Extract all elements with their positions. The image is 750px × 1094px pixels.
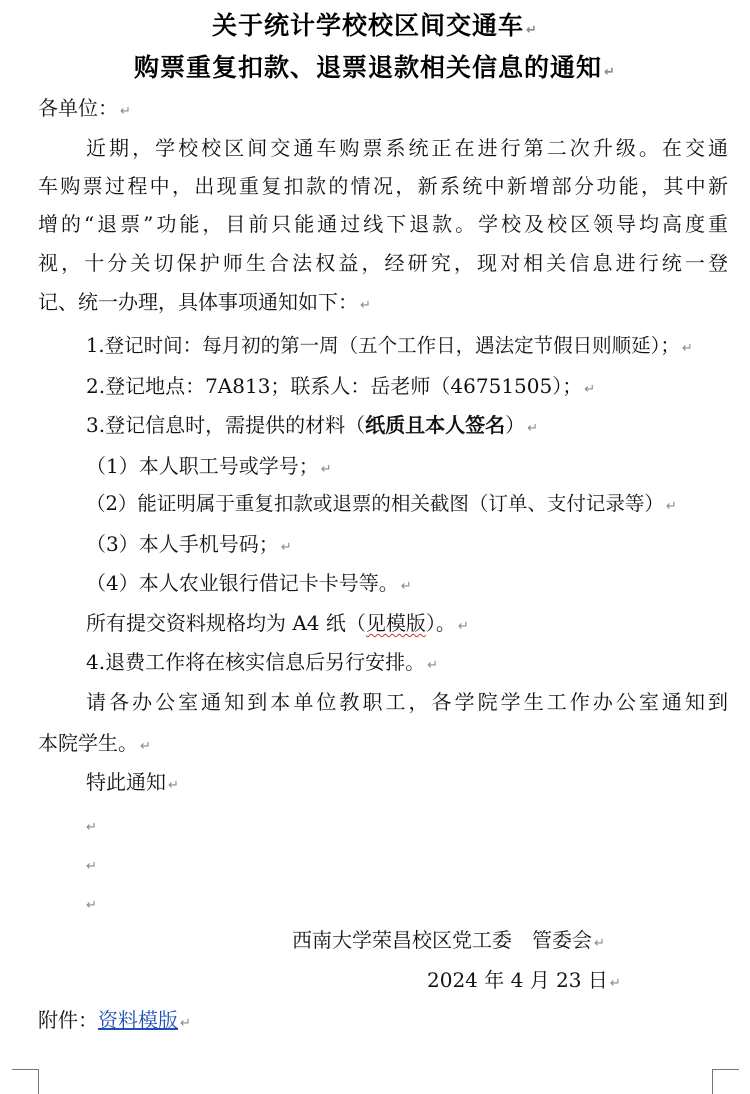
page-corner-mark-right: [712, 1069, 739, 1094]
salutation: [38, 94, 131, 126]
intro-line-4: 视，十分关切保护师生合法权益，经研究，现对相关信息进行统一登: [38, 251, 728, 275]
sub-item-2-text: （2）能证明属于重复扣款或退票的相关截图（订单、支付记录等）: [86, 492, 664, 515]
intro-line-5-text: 记、统一办理，具体事项通知如下：: [38, 290, 358, 314]
empty-paragraph: [84, 888, 97, 920]
attachment-link[interactable]: 资料模版: [98, 1008, 178, 1032]
sub-item-4: [86, 569, 412, 601]
paragraph-mark: ↵: [584, 382, 596, 397]
a4-prefix: 所有提交资料规格均为 A4 纸（: [86, 611, 366, 635]
sub-item-1-text: （1）本人职工号或学号；: [86, 454, 319, 478]
item-3: [86, 411, 538, 443]
date-text: 2024 年 4 月 23 日: [427, 968, 608, 992]
paragraph-mark: ↵: [681, 341, 693, 356]
empty-paragraph: [84, 810, 97, 842]
signer: [292, 926, 605, 958]
item-4-text: 4.退费工作将在核实信息后另行安排。: [86, 650, 426, 674]
paragraph-mark: ↵: [609, 976, 621, 991]
paragraph-mark: ↵: [665, 499, 677, 514]
closing-line-1: 请各办公室通知到本单位教职工，各学院学生工作办公室通知到: [86, 690, 728, 714]
paragraph-mark: ↵: [604, 65, 616, 80]
a4-suffix: ）。: [425, 611, 456, 635]
closing-line-2: [38, 729, 151, 761]
intro-line-1: 近期，学校校区间交通车购票系统正在进行第二次升级。在交通: [86, 136, 728, 160]
paragraph-mark: ↵: [427, 658, 438, 673]
salutation-text: 各单位：: [38, 96, 118, 120]
sub-item-3-text: （3）本人手机号码；: [86, 532, 279, 556]
item-2-text: 2.登记地点：7A813；联系人：岳老师（46751505）；: [86, 374, 583, 398]
notice-text: 特此通知: [86, 770, 166, 794]
sub-item-3: [86, 530, 292, 562]
paragraph-mark: ↵: [526, 23, 538, 38]
page-corner-mark-left: [12, 1069, 39, 1094]
paragraph-mark: ↵: [86, 859, 97, 874]
attachment: [38, 1006, 191, 1038]
sub-item-4-text: （4）本人农业银行借记卡卡号等。: [86, 571, 399, 595]
paragraph-mark: ↵: [120, 104, 131, 119]
closing-line-2-text: 本院学生。: [38, 731, 138, 755]
paragraph-mark: ↵: [140, 739, 151, 754]
a4-requirement: [86, 609, 469, 641]
item-4: [86, 648, 438, 680]
document-title-line-2: [0, 48, 750, 84]
attachment-label: 附件：: [38, 1008, 98, 1032]
paragraph-mark: ↵: [457, 619, 469, 634]
item-3-bold: 纸质且本人签名: [365, 413, 506, 437]
paragraph-mark: ↵: [400, 579, 412, 594]
item-3-suffix: ）: [505, 413, 526, 437]
paragraph-mark: ↵: [594, 936, 605, 951]
paragraph-mark: ↵: [86, 820, 97, 835]
date: [427, 966, 621, 998]
item-1: [86, 332, 693, 363]
signer-text: 西南大学荣昌校区党工委 管委会: [292, 928, 592, 952]
item-1-text: 1.登记时间：每月初的第一周（五个工作日，遇法定节假日则顺延）；: [86, 334, 680, 357]
sub-item-1: [86, 452, 332, 484]
paragraph-mark: ↵: [527, 421, 538, 436]
item-2: [86, 372, 595, 404]
intro-line-3: 增的“退票”功能，目前只能通过线下退款。学校及校区领导均高度重: [38, 212, 728, 236]
paragraph-mark: ↵: [320, 462, 332, 477]
template-reference: 见模版: [365, 611, 426, 635]
intro-line-5: [38, 288, 371, 320]
paragraph-mark: ↵: [180, 1016, 191, 1031]
paragraph-mark: ↵: [168, 778, 179, 793]
document-title-line-1: [0, 6, 750, 42]
paragraph-mark: ↵: [280, 540, 292, 555]
sub-item-2: [86, 490, 677, 521]
notice-line: [86, 768, 179, 800]
paragraph-mark: ↵: [86, 898, 97, 913]
paragraph-mark: ↵: [360, 298, 371, 313]
empty-paragraph: [84, 849, 97, 881]
item-3-prefix: 3.登记信息时，需提供的材料（: [86, 413, 366, 437]
title-text-2: 购票重复扣款、退票退款相关信息的通知: [134, 53, 603, 82]
title-text-1: 关于统计学校校区间交通车: [212, 11, 525, 40]
intro-line-2: 车购票过程中，出现重复扣款的情况，新系统中新增部分功能，其中新: [38, 174, 728, 198]
